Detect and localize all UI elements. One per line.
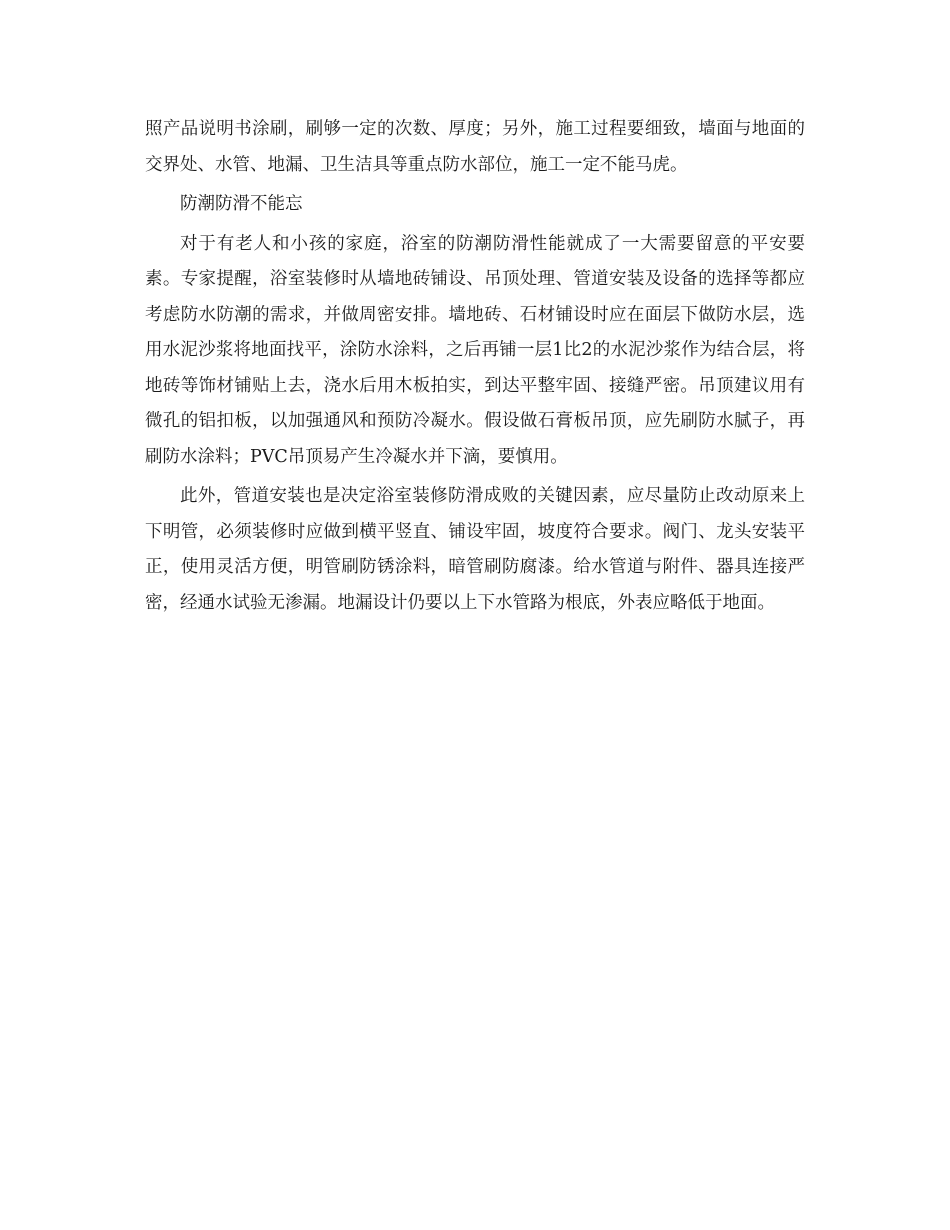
document-body <box>145 112 805 625</box>
paragraph-body: 此外，管道安装也是决定浴室装修防滑成败的关键因素，应尽量防止改动原来上下明管，必须装修时应做到横平竖直、铺设牢固，坡度符合要求。阀门、龙头安装平正，使用灵活方便，明管刷防锈涂料，暗管刷防腐漆。给水管道与附件、器具连接严密，经通水试验无渗漏。地漏设计仍要以上下水管路为根底，外表应略低于地面。 <box>145 486 805 613</box>
section-heading: 防潮防滑不能忘 <box>180 194 303 214</box>
paragraph-continuation: 照产品说明书涂刷，刷够一定的次数、厚度；另外，施工过程要细致，墙面与地面的交界处、水管、地漏、卫生洁具等重点防水部位，施工一定不能马虎。 <box>145 119 805 175</box>
paragraph-body: 对于有老人和小孩的家庭，浴室的防潮防滑性能就成了一大需要留意的平安要素。专家提醒，浴室装修时从墙地砖铺设、吊顶处理、管道安装及设备的选择等都应考虑防水防潮的需求，并做周密安排。墙地砖、石材铺设时应在面层下做防水层，选用水泥沙浆将地面找平，涂防水涂料，之后再铺一层1比2的水泥沙浆作为结合层，将地砖等饰材铺贴上去，浇水后用木板拍实，到达平整牢固、接缝严密。吊顶建议用有微孔的铝扣板，以加强通风和预防冷凝水。假设做石膏板吊顶，应先刷防水腻子，再刷防水涂料；PVC吊顶易产生冷凝水并下滴，要慎用。 <box>145 233 805 467</box>
